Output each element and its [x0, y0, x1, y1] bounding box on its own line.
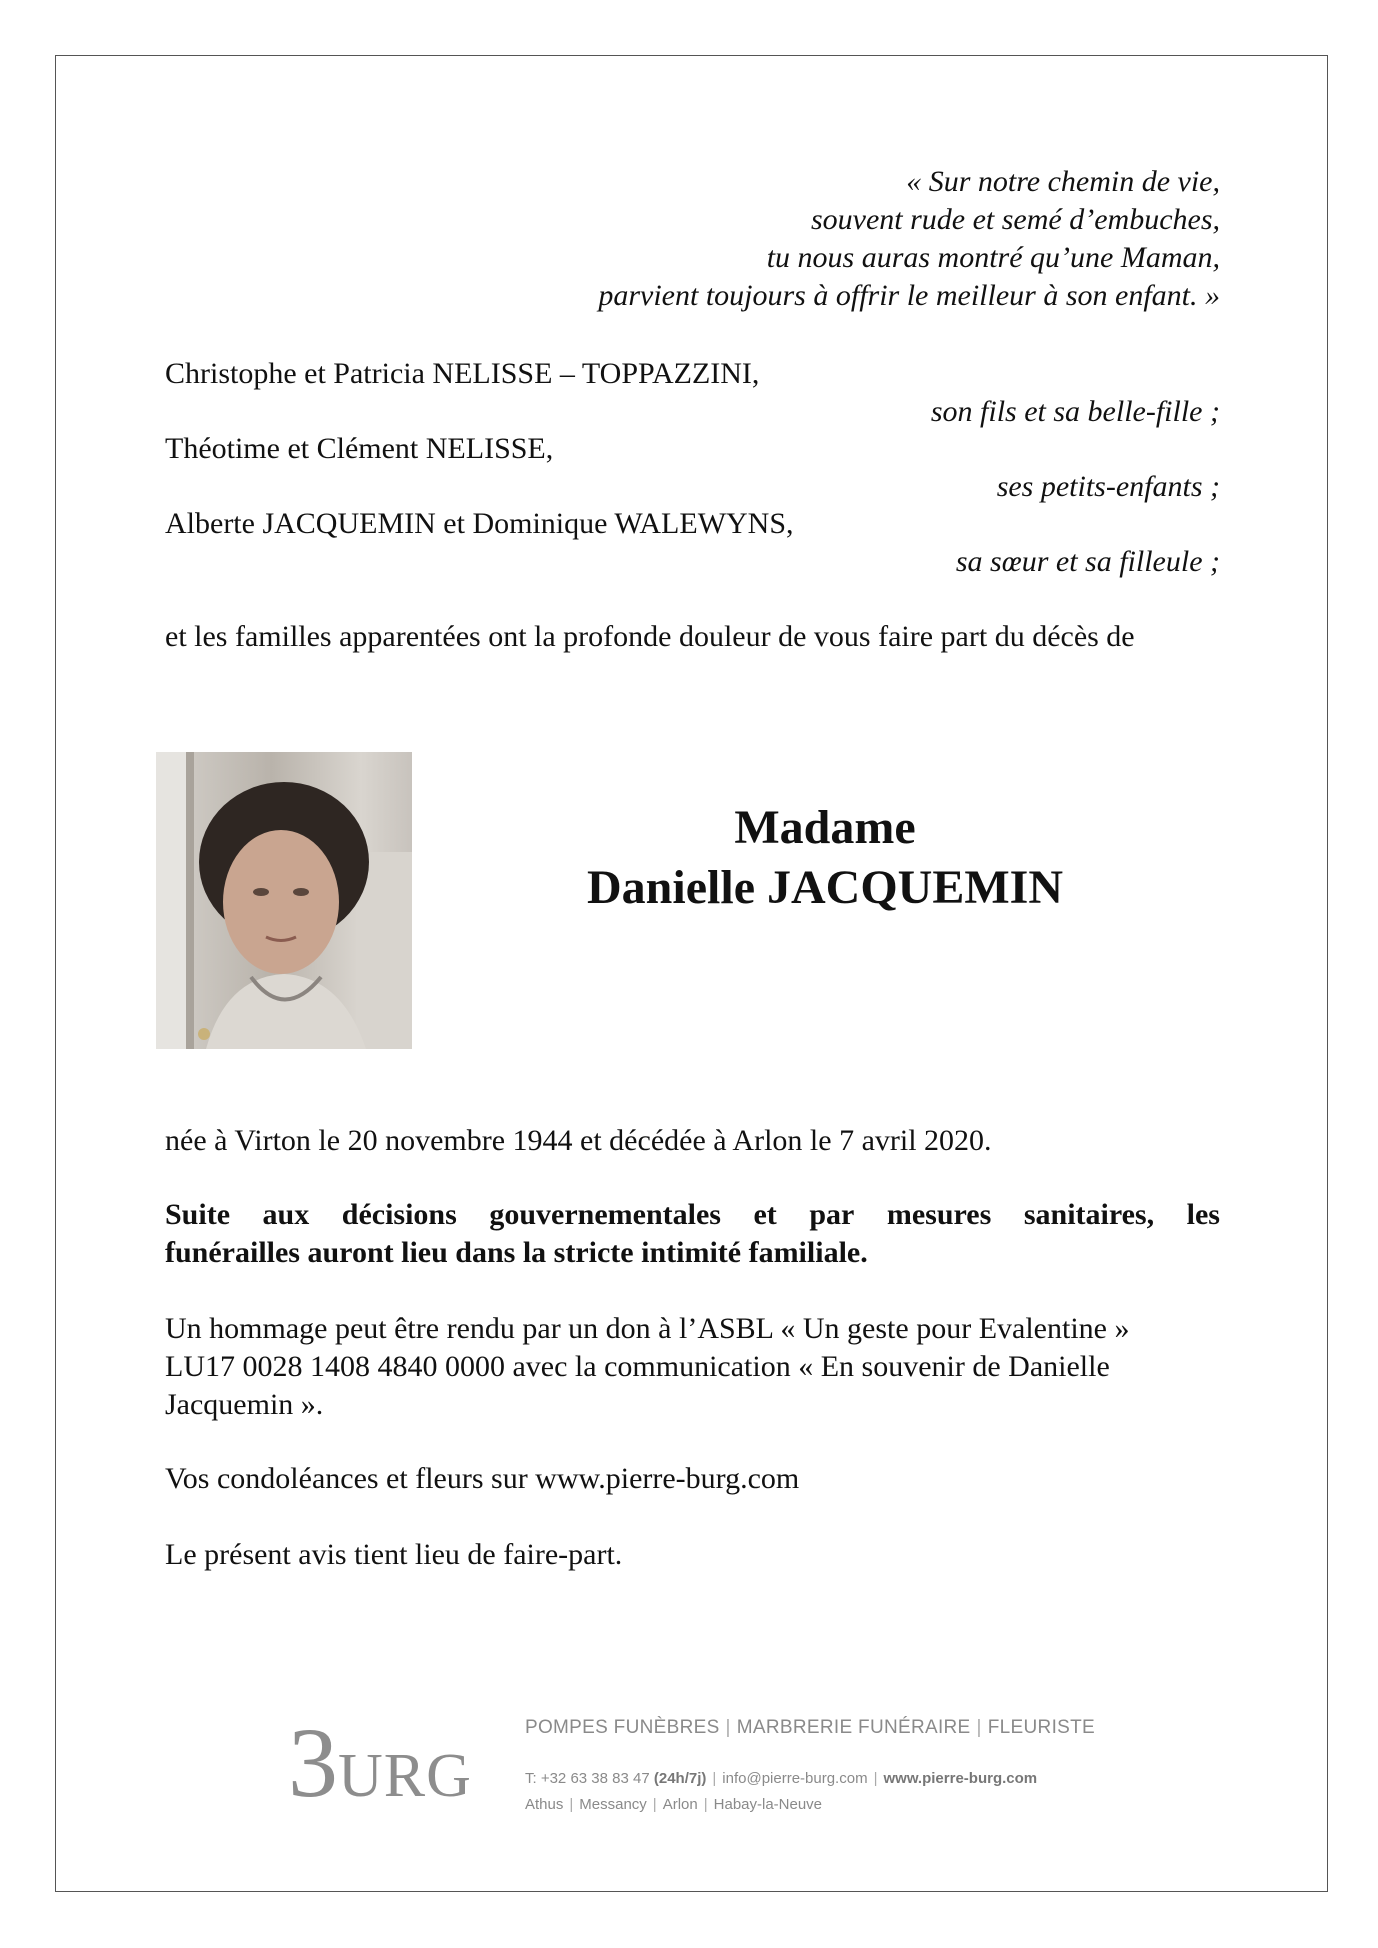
footer-contact: T: +32 63 38 83 47 (24h/7j) | info@pierre-burg.com | www.pierre-burg.com [525, 1770, 1038, 1787]
footer-website[interactable]: www.pierre-burg.com [883, 1770, 1038, 1787]
location-item: Messancy [579, 1796, 647, 1813]
hommage-text [165, 1310, 1220, 1424]
deceased-heading [440, 798, 1210, 918]
word: Suite [165, 1198, 231, 1231]
logo-letters: URG [338, 1742, 472, 1810]
epigraph-line: souvent rude et semé d’embuches, [810, 203, 1220, 236]
hommage-line: LU17 0028 1408 4840 0000 avec la communication « En souvenir de Danielle [165, 1350, 1110, 1383]
service-item: FLEURISTE [987, 1717, 1095, 1738]
epigraph-quote [598, 163, 1220, 315]
hommage-line: Un hommage peut être rendu par un don à l’ASBL « Un geste pour Evalentine » [165, 1312, 1130, 1345]
epigraph-line: parvient toujours à offrir le meilleur à son enfant. » [598, 279, 1220, 312]
location-item: Arlon [662, 1796, 698, 1813]
logo-letter-b: 3 [288, 1707, 338, 1818]
epigraph-line: « Sur notre chemin de vie, [906, 165, 1220, 198]
burg-logo [288, 1702, 478, 1822]
family-member-name: Alberte JACQUEMIN et Dominique WALEWYNS, [165, 507, 794, 540]
family-member-role: son fils et sa belle-fille ; [930, 394, 1220, 428]
word: sanitaires, [1023, 1198, 1155, 1231]
footer-phone: T: +32 63 38 83 47 [525, 1770, 650, 1787]
hommage-line: Jacquemin ». [165, 1388, 324, 1421]
service-item: POMPES FUNÈBRES [525, 1717, 720, 1738]
funeral-notice-line: funérailles auront lieu dans la stricte intimité familiale. [165, 1236, 868, 1269]
notice-note: Le présent avis tient lieu de faire-part. [165, 1538, 623, 1571]
word: mesures [886, 1198, 992, 1231]
word: et [753, 1198, 777, 1231]
funeral-notice [165, 1196, 1220, 1272]
family-list [165, 355, 1220, 580]
word: par [809, 1198, 855, 1231]
funeral-notice-line [165, 1196, 1220, 1234]
service-item: MARBRERIE FUNÉRAIRE [736, 1717, 971, 1738]
deceased-name: Danielle JACQUEMIN [587, 861, 1063, 914]
word: gouvernementales [489, 1198, 721, 1231]
family-member-name: Christophe et Patricia NELISSE – TOPPAZZINI, [165, 357, 760, 390]
footer-locations: Athus | Messancy | Arlon | Habay-la-Neuve [525, 1796, 823, 1813]
family-member-name: Théotime et Clément NELISSE, [165, 432, 554, 465]
family-member-role: ses petits-enfants ; [996, 469, 1220, 503]
location-item: Athus [525, 1796, 564, 1813]
word: les [1186, 1198, 1220, 1231]
footer-email[interactable]: info@pierre-burg.com [722, 1770, 868, 1787]
footer-phone-hours: (24h/7j) [653, 1770, 707, 1787]
deceased-portrait-photo [156, 752, 412, 1049]
location-item: Habay-la-Neuve [713, 1796, 823, 1813]
word: décisions [341, 1198, 457, 1231]
condolences-text: Vos condoléances et fleurs sur www.pierre-burg.com [165, 1462, 800, 1495]
word: aux [262, 1198, 310, 1231]
birth-death-text: née à Virton le 20 novembre 1944 et décédée à Arlon le 7 avril 2020. [165, 1124, 992, 1157]
deceased-title: Madame [734, 801, 916, 854]
announcement-text: et les familles apparentées ont la profonde douleur de vous faire part du décès de [165, 620, 1135, 653]
family-member-role: sa sœur et sa filleule ; [955, 544, 1220, 578]
epigraph-line: tu nous auras montré qu’une Maman, [766, 241, 1220, 274]
footer-services: POMPES FUNÈBRES | MARBRERIE FUNÉRAIRE | FLEURISTE [525, 1717, 1095, 1738]
